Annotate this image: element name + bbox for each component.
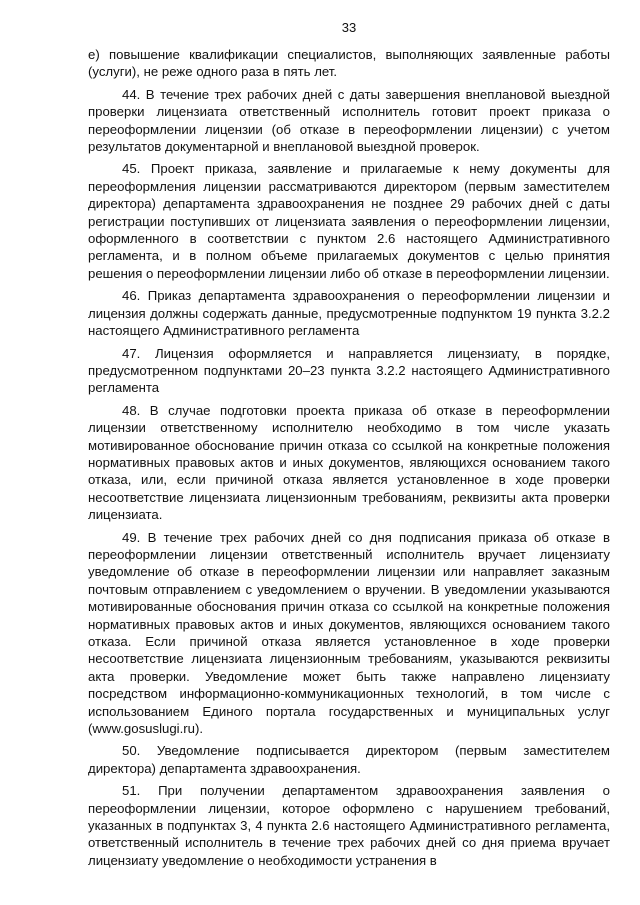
paragraph-46: 46. Приказ департамента здравоохранения о переоформлении лицензии и лицензия должны содержать данные, предусмотренные подпунктом 19 пункта 3.2.2 настоящего Административного регламента xyxy=(88,288,610,339)
paragraph-47: 47. Лицензия оформляется и направляется лицензиату, в порядке, предусмотренном подпунктами 20–23 пункта 3.2.2 настоящего Административного регламента xyxy=(88,345,610,396)
page-number: 33 xyxy=(341,20,357,35)
paragraph-e: е) повышение квалификации специалистов, выполняющих заявленные работы (услуги), не реже одного раза в пять лет. xyxy=(88,47,610,80)
paragraph-44: 44. В течение трех рабочих дней с даты завершения внеплановой выездной проверки лицензиата ответственный исполнитель готовит проект приказа о переоформлении лицензии (об отказе в переоформлении лицензии) с учетом результатов документарной и внеплановой выездной проверок. xyxy=(88,86,610,155)
paragraph-45: 45. Проект приказа, заявление и прилагаемые к нему документы для переоформления лицензии рассматриваются директором (первым заместителем директора) департамента здравоохранения не позднее 29 рабочих дней с даты регистрации поступивших от лицензиата заявления о переоформлении лицензии, оформленного в соответствии с пунктом 2.6 настоящего Административного регламента, и в полном объеме прилагаемых документов с целью принятия решения о переоформлении лицензии либо об отказе в переоформлении лицензии. xyxy=(88,161,610,281)
paragraph-50: 50. Уведомление подписывается директором (первым заместителем директора) департамента здравоохранения. xyxy=(88,743,610,776)
paragraph-51: 51. При получении департаментом здравоохранения заявления о переоформлении лицензии, которое оформлено с нарушением требований, указанных в подпунктах 3, 4 пункта 2.6 настоящего Административного регламента, ответственный исполнитель в течение трех рабочих дней со дня приема вручает лицензиату уведомление о необходимости устранения в xyxy=(88,783,610,868)
paragraph-49: 49. В течение трех рабочих дней со дня подписания приказа об отказе в переоформлении лицензии ответственный исполнитель вручает лицензиату уведомление об отказе в переоформлении лицензии или направляет заказным почтовым отправлением с уведомлением о вручении. В уведомлении указываются мотивированные обоснования причин отказа со ссылкой на конкретные положения нормативных правовых актов и иных документов, являющихся основанием такого отказа. Если причиной отказа является установленное в ходе проверки несоответствие лицензиата лицензионным требованиям, указываются реквизиты акта проверки. Уведомление может быть также направлено лицензиату посредством информационно-коммуникационных технологий, в том числе с использованием Единого портала государственных и муниципальных услуг (www.gosuslugi.ru). xyxy=(88,529,610,737)
paragraph-48: 48. В случае подготовки проекта приказа об отказе в переоформлении лицензии ответственному исполнителю необходимо в том числе указать мотивированное обоснование причин отказа со ссылкой на конкретные положения нормативных правовых актов и иных документов, являющихся основанием такого отказа, или, если причиной отказа является установленное в ходе проверки несоответствие лицензиата лицензионным требованиям, реквизиты акта проверки лицензиата. xyxy=(88,402,610,523)
